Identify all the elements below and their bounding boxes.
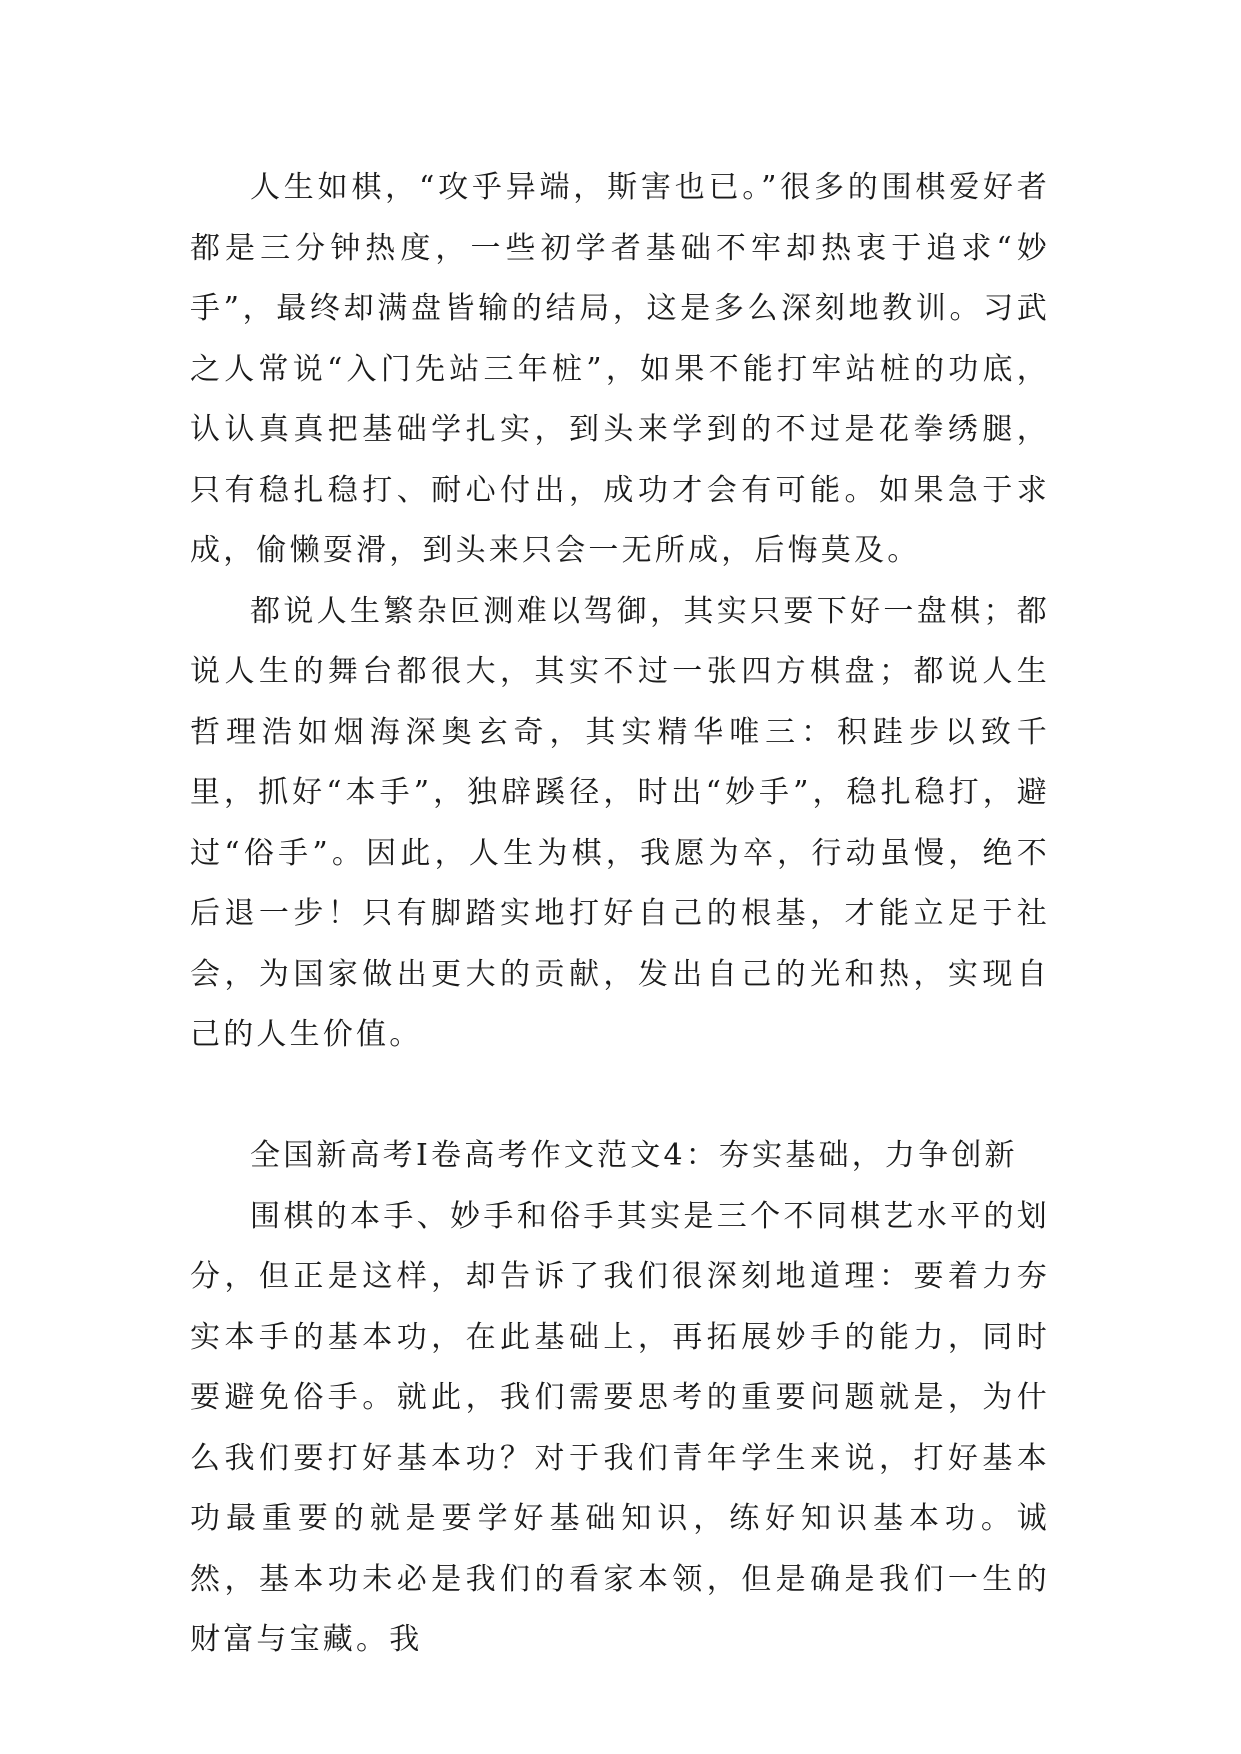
paragraph-spacer — [190, 1066, 1050, 1127]
paragraph-2: 都说人生繁杂叵测难以驾御，其实只要下好一盘棋；都说人生的舞台都很大，其实不过一张四方棋盘；都说人生哲理浩如烟海深奥玄奇，其实精华唯三：积跬步以致千里，抓好“本手”，独辟蹊径，时出“妙手”，稳扎稳打，避过“俗手”。因此，人生为棋，我愿为卒，行动虽慢，绝不后退一步！只有脚踏实地打好自己的根基，才能立足于社会，为国家做出更大的贡献，发出自己的光和热，实现自己的人生价值。 — [190, 593, 1050, 1052]
section-paragraph: 围棋的本手、妙手和俗手其实是三个不同棋艺水平的划分，但正是这样，却告诉了我们很深刻地道理：要着力夯实本手的基本功，在此基础上，再拓展妙手的能力，同时要避免俗手。就此，我们需要思考的重要问题就是，为什么我们要打好基本功？对于我们青年学生来说，打好基本功最重要的就是要学好基础知识，练好知识基本功。诚然，基本功未必是我们的看家本领，但是确是我们一生的财富与宝藏。我 — [190, 1198, 1050, 1657]
section-title: 全国新高考Ⅰ卷高考作文范文4：夯实基础，力争创新 — [250, 1138, 1018, 1173]
document-body — [190, 158, 1050, 1671]
paragraph-1: 人生如棋，“攻乎异端，斯害也已。”很多的围棋爱好者都是三分钟热度，一些初学者基础不牢却热衷于追求“妙手”，最终却满盘皆输的结局，这是多么深刻地教训。习武之人常说“入门先站三年桩”，如果不能打牢站桩的功底，认认真真把基础学扎实，到头来学到的不过是花拳绣腿，只有稳扎稳打、耐心付出，成功才会有可能。如果急于求成，偷懒耍滑，到头来只会一无所成，后悔莫及。 — [190, 170, 1050, 568]
